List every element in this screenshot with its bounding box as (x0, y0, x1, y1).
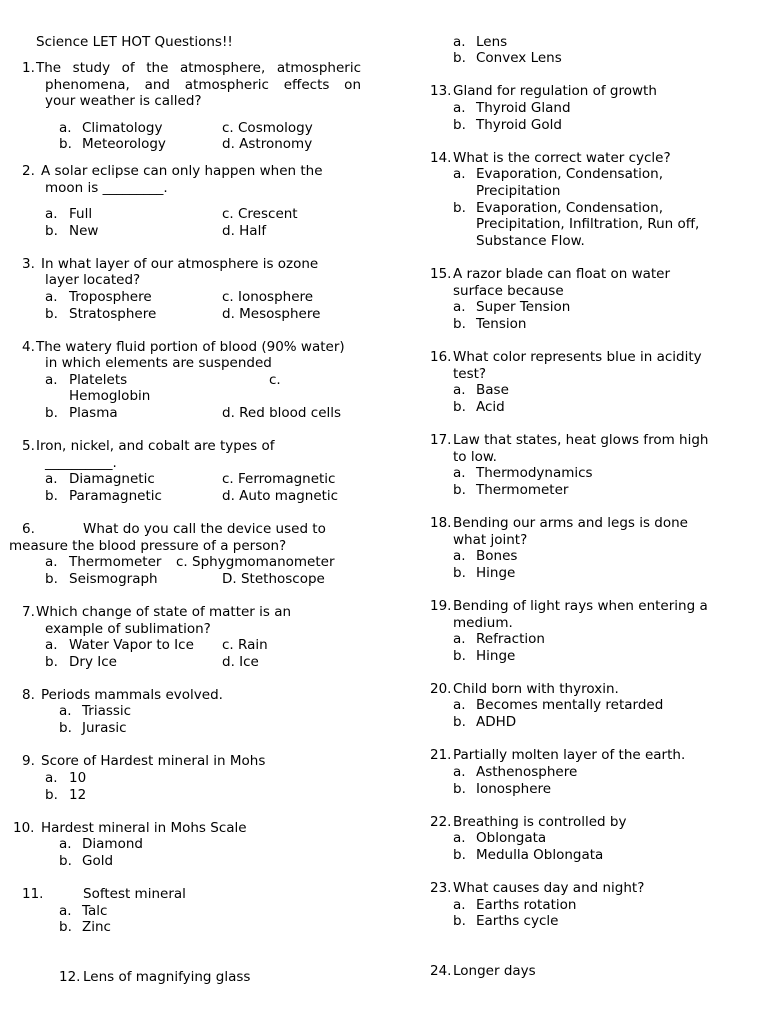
option-letter: a. (453, 697, 466, 713)
option-letter: a. (453, 548, 466, 564)
option-letter: a. (453, 631, 466, 647)
question-text: Iron, nickel, and cobalt are types of (36, 438, 275, 454)
option-text: ADHD (476, 714, 517, 730)
question-number: 20. (430, 681, 452, 697)
option-text: Thyroid Gold (476, 117, 562, 133)
option-text: Precipitation (476, 183, 561, 199)
option-text: c. Rain (222, 637, 268, 653)
question-number: 10. (13, 820, 35, 836)
option-text: Zinc (82, 919, 111, 935)
option-text: c. Ferromagnetic (222, 471, 336, 487)
option-letter: a. (45, 770, 58, 786)
option-text: Diamagnetic (69, 471, 155, 487)
option-letter: a. (453, 382, 466, 398)
question-text: What is the correct water cycle? (453, 150, 671, 166)
option-text: 10 (69, 770, 87, 786)
question-text: medium. (453, 615, 513, 631)
option-letter: a. (453, 764, 466, 780)
option-letter: b. (453, 200, 466, 216)
option-letter: b. (453, 565, 466, 581)
question-text: Which change of state of matter is an (36, 604, 292, 620)
option-letter: a. (453, 166, 466, 182)
option-text: Convex Lens (476, 50, 562, 66)
option-text: c. Cosmology (222, 120, 313, 136)
question-text: Softest mineral (83, 886, 186, 902)
option-text: Earths rotation (476, 897, 577, 913)
question-number: 2. (22, 163, 35, 179)
question-text: Child born with thyroxin. (453, 681, 619, 697)
option-text: Earths cycle (476, 913, 559, 929)
question-number: 17. (430, 432, 452, 448)
question-text: The watery fluid portion of blood (90% water) (36, 339, 345, 355)
option-letter: b. (453, 913, 466, 929)
option-text: Tension (476, 316, 527, 332)
question-number: 12. (59, 969, 81, 985)
question-text: __________. (45, 455, 117, 471)
option-text: Platelets (69, 372, 128, 388)
question-number: 14. (430, 150, 452, 166)
option-text: c. Ionosphere (222, 289, 314, 305)
option-letter: a. (453, 34, 466, 50)
option-text: Climatology (82, 120, 163, 136)
question-number: 16. (430, 349, 452, 365)
question-text: A solar eclipse can only happen when the (41, 163, 323, 179)
option-text: d. Ice (222, 654, 259, 670)
question-text: to low. (453, 449, 497, 465)
question-number: 23. (430, 880, 452, 896)
option-text: Acid (476, 399, 505, 415)
question-text: layer located? (45, 272, 141, 288)
question-text: Partially molten layer of the earth. (453, 747, 686, 763)
option-text: Asthenosphere (476, 764, 578, 780)
option-text: Full (69, 206, 93, 222)
question-number: 6. (22, 521, 35, 537)
question-number: 18. (430, 515, 452, 531)
option-letter: b. (59, 919, 72, 935)
option-letter: b. (45, 787, 58, 803)
option-letter: b. (59, 136, 72, 152)
option-letter: a. (59, 120, 72, 136)
question-text: In what layer of our atmosphere is ozone (41, 256, 319, 272)
option-letter: b. (59, 853, 72, 869)
option-letter: b. (45, 488, 58, 504)
question-number: 5. (22, 438, 35, 454)
option-text: Plasma (69, 405, 118, 421)
option-text: Refraction (476, 631, 545, 647)
question-text: Longer days (453, 963, 536, 979)
question-text: Bending of light rays when entering a (453, 598, 708, 614)
option-letter: a. (453, 830, 466, 846)
option-text: 12 (69, 787, 87, 803)
option-letter: a. (453, 100, 466, 116)
question-number: 19. (430, 598, 452, 614)
option-text: Evaporation, Condensation, (476, 200, 664, 216)
option-text: Diamond (82, 836, 143, 852)
option-text: Thyroid Gland (476, 100, 571, 116)
option-text: Gold (82, 853, 114, 869)
option-text: Super Tension (476, 299, 571, 315)
question-text: What color represents blue in acidity (453, 349, 702, 365)
option-text: New (69, 223, 99, 239)
question-number: 8. (22, 687, 35, 703)
option-text: c. Crescent (222, 206, 298, 222)
option-text: d. Red blood cells (222, 405, 342, 421)
question-text: The study of the atmosphere, atmospheric (36, 60, 361, 76)
option-text: d. Astronomy (222, 136, 313, 152)
option-text: Stratosphere (69, 306, 157, 322)
option-text: Paramagnetic (69, 488, 162, 504)
option-text: Oblongata (476, 830, 547, 846)
option-letter: b. (453, 117, 466, 133)
option-letter: a. (59, 703, 72, 719)
option-text: Troposphere (69, 289, 152, 305)
page-title: Science LET HOT Questions!! (36, 34, 233, 50)
question-text: Gland for regulation of growth (453, 83, 657, 99)
question-text: what joint? (453, 532, 528, 548)
option-text: Water Vapor to Ice (69, 637, 194, 653)
option-letter: b. (45, 306, 58, 322)
option-text: Evaporation, Condensation, (476, 166, 664, 182)
option-letter: b. (453, 316, 466, 332)
question-text: Bending our arms and legs is done (453, 515, 688, 531)
option-text: Ionosphere (476, 781, 552, 797)
question-number: 13. (430, 83, 452, 99)
question-text: measure the blood pressure of a person? (9, 538, 287, 554)
option-text: Bones (476, 548, 518, 564)
option-text: Jurasic (82, 720, 127, 736)
question-text: phenomena, and atmospheric effects on (45, 77, 361, 93)
option-letter: b. (45, 405, 58, 421)
option-letter: a. (59, 836, 72, 852)
option-text: d. Half (222, 223, 267, 239)
option-text: Dry Ice (69, 654, 117, 670)
option-letter: b. (45, 571, 58, 587)
option-letter: a. (45, 289, 58, 305)
option-letter: a. (45, 372, 58, 388)
option-text: Talc (82, 903, 108, 919)
option-text: Thermometer (69, 554, 162, 570)
question-text: Hardest mineral in Mohs Scale (41, 820, 247, 836)
question-number: 7. (22, 604, 35, 620)
question-text: Breathing is controlled by (453, 814, 627, 830)
question-text: A razor blade can float on water (453, 266, 671, 282)
question-text: example of sublimation? (45, 621, 211, 637)
question-text: Periods mammals evolved. (41, 687, 223, 703)
option-letter: a. (45, 471, 58, 487)
option-letter: b. (453, 781, 466, 797)
option-text: Hinge (476, 648, 516, 664)
option-letter: a. (45, 554, 58, 570)
option-letter: a. (453, 465, 466, 481)
question-text: Score of Hardest mineral in Mohs (41, 753, 266, 769)
question-text: test? (453, 366, 487, 382)
option-text: Base (476, 382, 509, 398)
option-text: Thermometer (476, 482, 569, 498)
question-number: 3. (22, 256, 35, 272)
question-number: 4. (22, 339, 35, 355)
question-number: 11. (22, 886, 44, 902)
option-letter: a. (45, 637, 58, 653)
option-text: Medulla Oblongata (476, 847, 604, 863)
option-letter: b. (453, 399, 466, 415)
question-number: 1. (22, 60, 35, 76)
option-letter: a. (453, 897, 466, 913)
question-text: What do you call the device used to (83, 521, 326, 537)
question-text: What causes day and night? (453, 880, 645, 896)
option-letter: b. (59, 720, 72, 736)
option-text: Hemoglobin (69, 388, 151, 404)
option-text: c. Sphygmomanometer (176, 554, 335, 570)
question-number: 21. (430, 747, 452, 763)
option-text: Substance Flow. (476, 233, 585, 249)
option-text: Thermodynamics (476, 465, 593, 481)
question-text: your weather is called? (45, 93, 202, 109)
option-letter: b. (45, 223, 58, 239)
option-text: Hinge (476, 565, 516, 581)
option-letter: c. (269, 372, 281, 388)
option-letter: b. (453, 714, 466, 730)
question-text: moon is _________. (45, 180, 168, 196)
option-text: Becomes mentally retarded (476, 697, 664, 713)
option-letter: a. (453, 299, 466, 315)
option-text: Precipitation, Infiltration, Run off, (476, 216, 700, 232)
question-number: 15. (430, 266, 452, 282)
option-letter: b. (453, 482, 466, 498)
question-text: in which elements are suspended (45, 355, 272, 371)
question-number: 24. (430, 963, 452, 979)
question-text: Law that states, heat glows from high (453, 432, 709, 448)
option-text: Meteorology (82, 136, 166, 152)
option-letter: b. (453, 50, 466, 66)
question-text: Lens of magnifying glass (83, 969, 251, 985)
question-number: 22. (430, 814, 452, 830)
option-text: Triassic (82, 703, 132, 719)
option-text: Lens (476, 34, 508, 50)
option-text: d. Mesosphere (222, 306, 321, 322)
option-text: d. Auto magnetic (222, 488, 339, 504)
question-number: 9. (22, 753, 35, 769)
option-letter: a. (45, 206, 58, 222)
option-letter: b. (453, 648, 466, 664)
option-letter: a. (59, 903, 72, 919)
option-text: D. Stethoscope (222, 571, 325, 587)
question-text: surface because (453, 283, 564, 299)
option-letter: b. (45, 654, 58, 670)
option-text: Seismograph (69, 571, 158, 587)
option-letter: b. (453, 847, 466, 863)
